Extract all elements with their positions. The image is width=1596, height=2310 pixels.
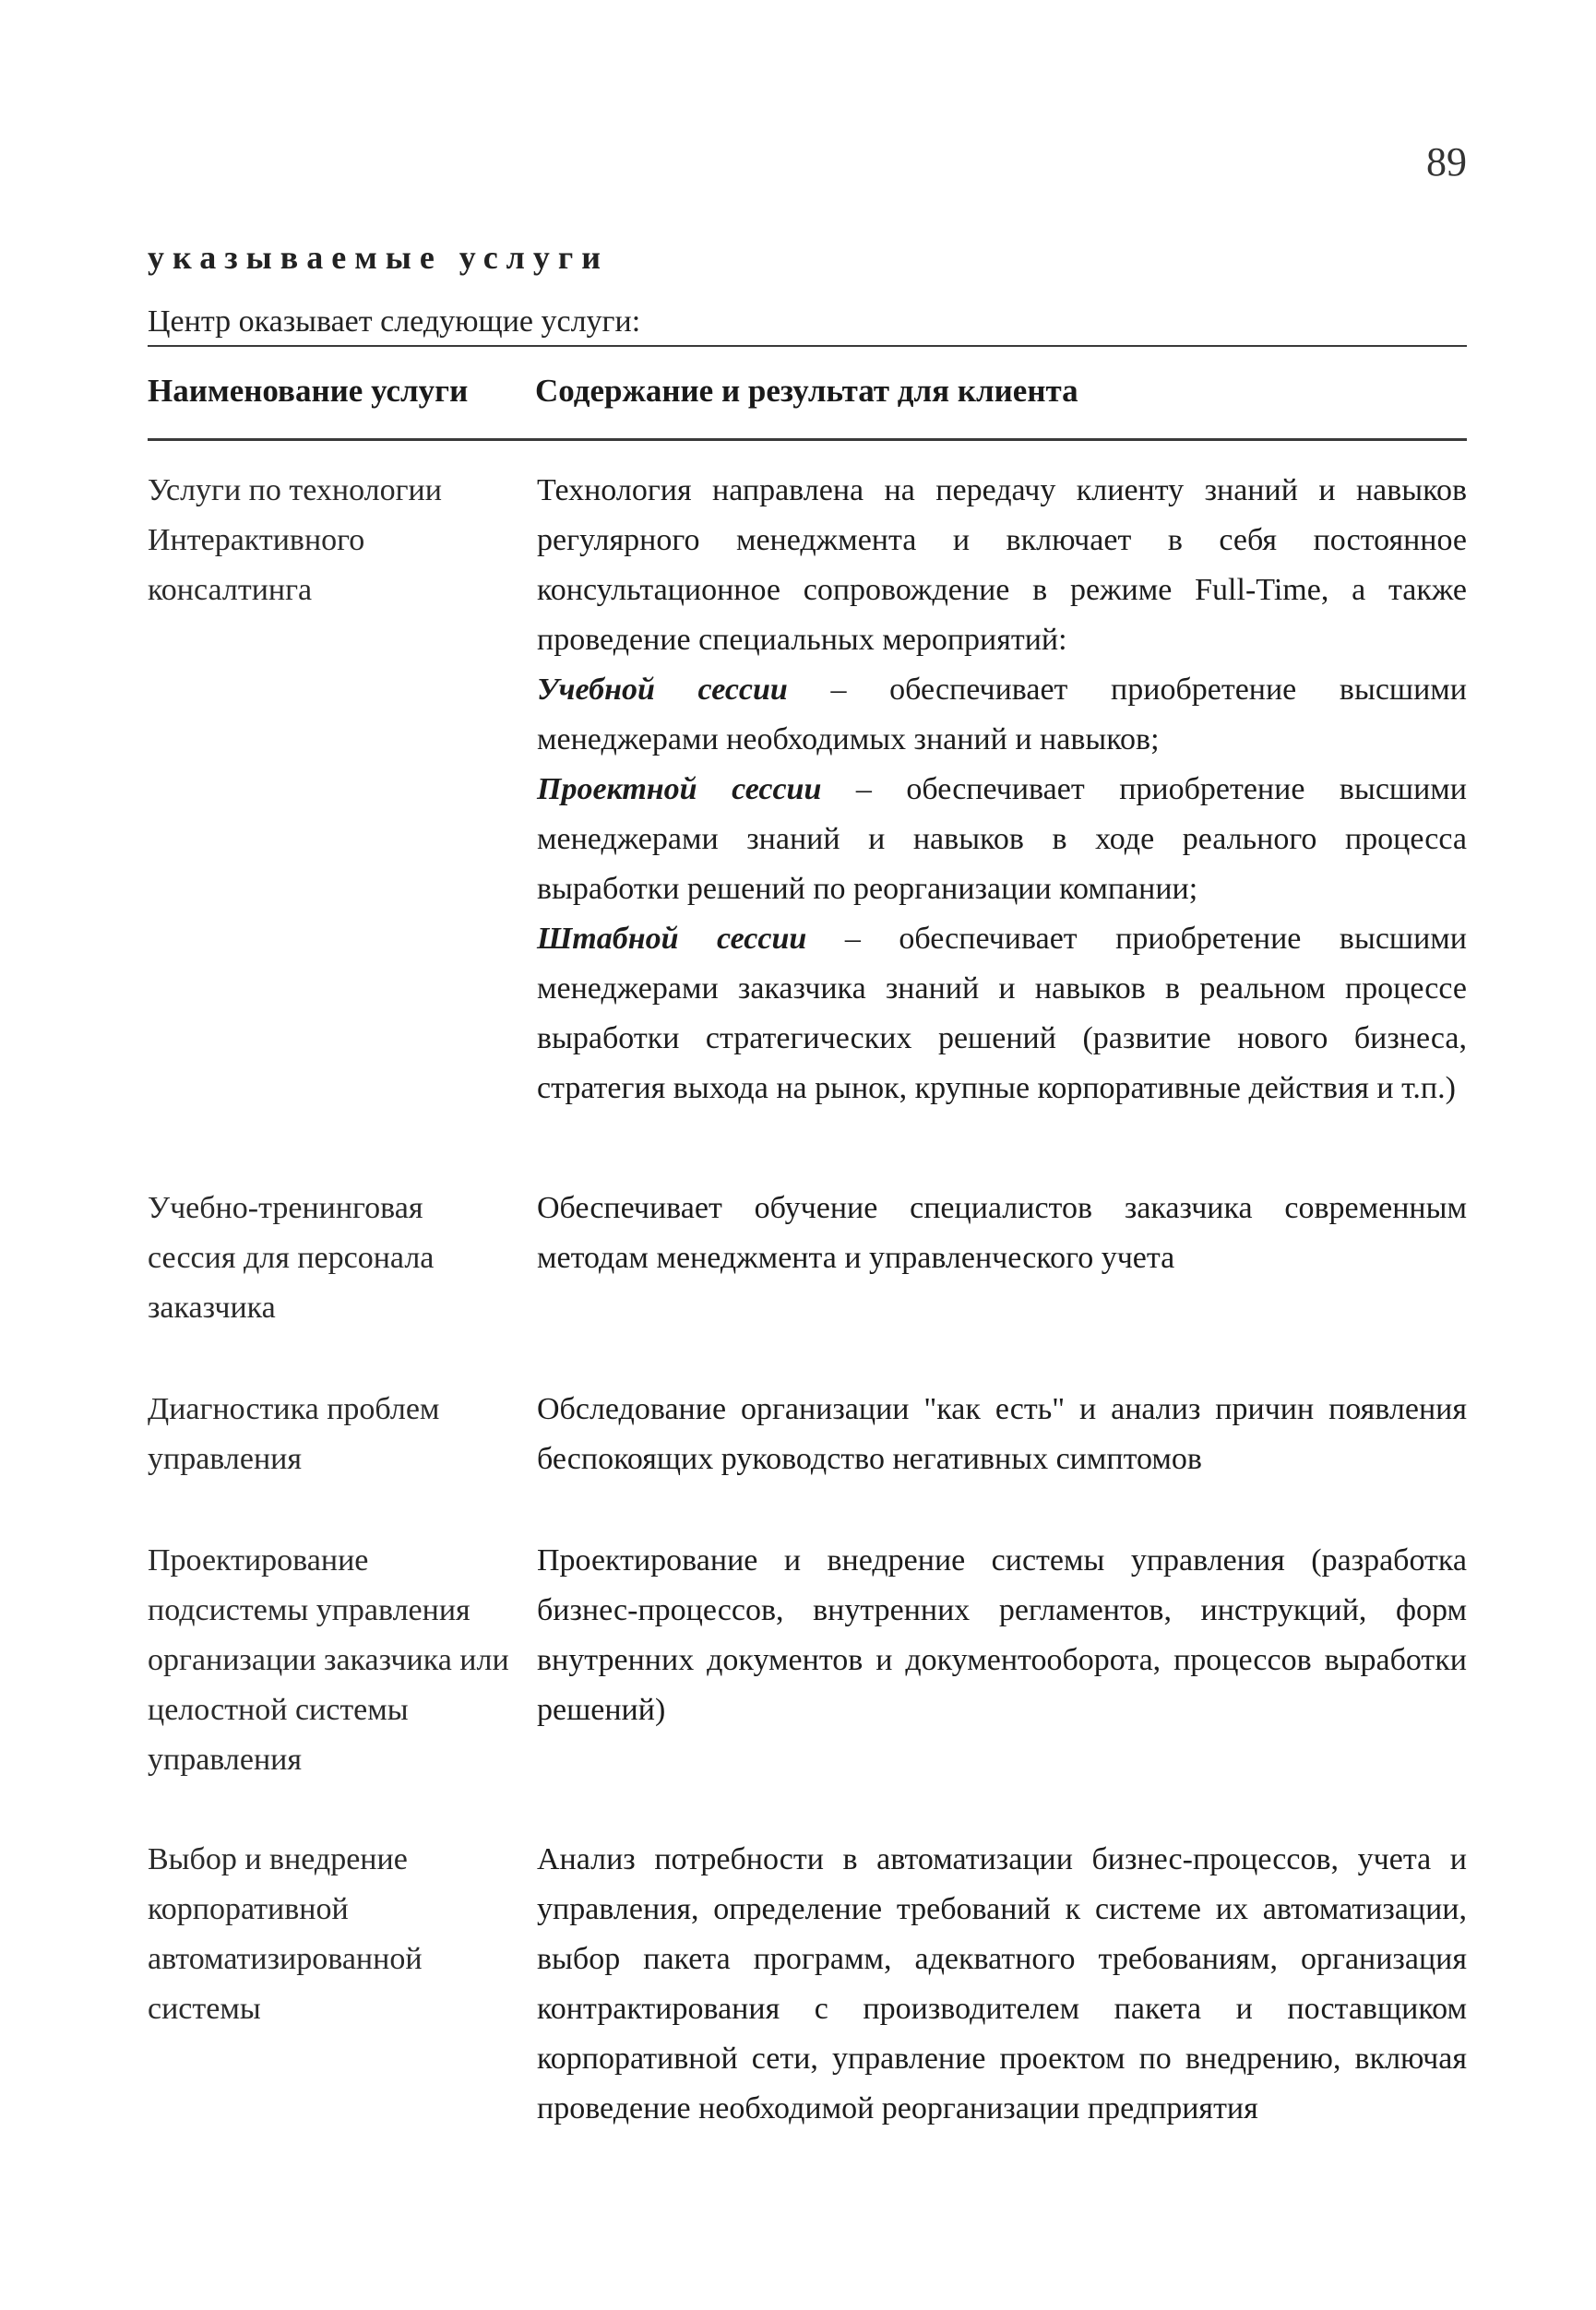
content-intro: Технология направлена на передачу клиенту знаний и навыков регулярного менеджмента и включает в себя постоянное консультационное сопровождение в режиме Full-Time, а также проведение специальных мероприятий: <box>537 473 1467 657</box>
divider <box>148 438 1467 441</box>
table-row <box>148 1184 1467 1333</box>
services-table <box>148 466 1467 2134</box>
service-name: Диагностика проблем управления <box>148 1392 440 1476</box>
service-content: Обеспечивает обучение специалистов заказчика современным методам менеджмента и управленческого учета <box>537 1191 1467 1275</box>
service-content: Обследование организации "как есть" и анализ причин появления беспокоящих руководство негативных симптомов <box>537 1392 1467 1476</box>
header-content: Содержание и результат для клиента <box>535 373 1078 409</box>
service-name: Услуги по технологии Интерактивного консалтинга <box>148 473 442 607</box>
intro-text: Центр оказывает следующие услуги: <box>148 304 641 339</box>
table-row <box>148 466 1467 1113</box>
session-text: – обеспечивает приобретение высшими менеджерами необходимых знаний и навыков; <box>537 673 1468 756</box>
service-content: Проектирование и внедрение системы управления (разработка бизнес-процессов, внутренних регламентов, инструкций, форм внутренних документов и документооборота, процессов выработки решений) <box>537 1543 1467 1727</box>
table-row <box>148 1536 1467 1785</box>
header-name: Наименование услуги <box>148 373 469 409</box>
service-content <box>526 466 1467 1113</box>
session-item <box>537 914 1467 1113</box>
service-content: Анализ потребности в автоматизации бизнес-процессов, учета и управления, определение требований к системе их автоматизации, выбор пакета программ, адекватного требованиям, организация контрактирования с производителем пакета и поставщиком корпоративной сети, управление проектом по внедрению, включая проведение необходимой реорганизации предприятия <box>537 1842 1467 2125</box>
section-title: указываемые услуги <box>148 239 609 276</box>
session-text: – обеспечивает приобретение высшими менеджерами знаний и навыков в ходе реального процесса выработки решений по реорганизации компании; <box>537 772 1468 906</box>
session-name: Учебной сессии <box>537 673 788 707</box>
divider <box>148 345 1467 347</box>
service-name: Выбор и внедрение корпоративной автоматизированной системы <box>148 1842 423 2026</box>
service-name: Учебно-тренинговая сессия для персонала заказчика <box>148 1191 435 1325</box>
session-item <box>537 765 1467 914</box>
session-text: – обеспечивает приобретение высшими менеджерами заказчика знаний и навыков в реальном процессе выработки стратегических решений (развитие нового бизнеса, стратегия выхода на рынок, крупные корпоративные действия и т.п.) <box>537 922 1467 1105</box>
table-row <box>148 1835 1467 2134</box>
session-item <box>537 665 1467 765</box>
session-name: Штабной сессии <box>537 922 807 956</box>
table-row <box>148 1385 1467 1484</box>
table-header <box>148 373 1467 410</box>
page-number: 89 <box>1426 139 1467 185</box>
session-name: Проектной сессии <box>537 772 822 806</box>
service-name: Проектирование подсистемы управления организации заказчика или целостной системы управления <box>148 1543 509 1777</box>
